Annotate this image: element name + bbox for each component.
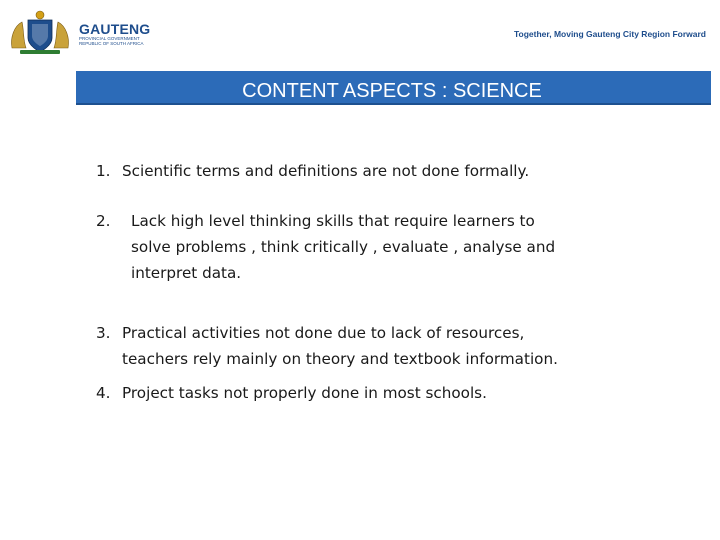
list-item (96, 158, 616, 184)
logo-subtitle-2: REPUBLIC OF SOUTH AFRICA (79, 41, 144, 46)
slide-title: CONTENT ASPECTS : SCIENCE (242, 80, 542, 102)
tagline: Together, Moving Gauteng City Region Forward (513, 29, 706, 39)
item-text: Scientific terms and definitions are not done formally. (122, 162, 530, 180)
logo-name: GAUTENG (79, 21, 151, 37)
list-item (96, 320, 562, 372)
item-number: 1. (96, 162, 111, 180)
item-number: 3. (96, 324, 111, 342)
page-header (0, 0, 720, 62)
item-number: 2. (96, 212, 111, 230)
item-text: Project tasks not properly done in most schools. (122, 384, 487, 402)
item-number: 4. (96, 384, 111, 402)
logo-subtitle-1: PROVINCIAL GOVERNMENT (79, 36, 140, 41)
coat-of-arms-icon (8, 8, 72, 56)
gauteng-logo (8, 8, 151, 56)
list-item (96, 380, 616, 406)
title-banner (76, 71, 711, 105)
logo-text (79, 22, 150, 46)
item-text: Lack high level thinking skills that require learners to solve problems , think critically , evaluate , analyse and interpret data. (131, 212, 556, 282)
item-text: Practical activities not done due to lack of resources, teachers rely mainly on theory and textbook information. (122, 324, 558, 368)
content-list (96, 158, 616, 406)
list-item (96, 208, 571, 286)
